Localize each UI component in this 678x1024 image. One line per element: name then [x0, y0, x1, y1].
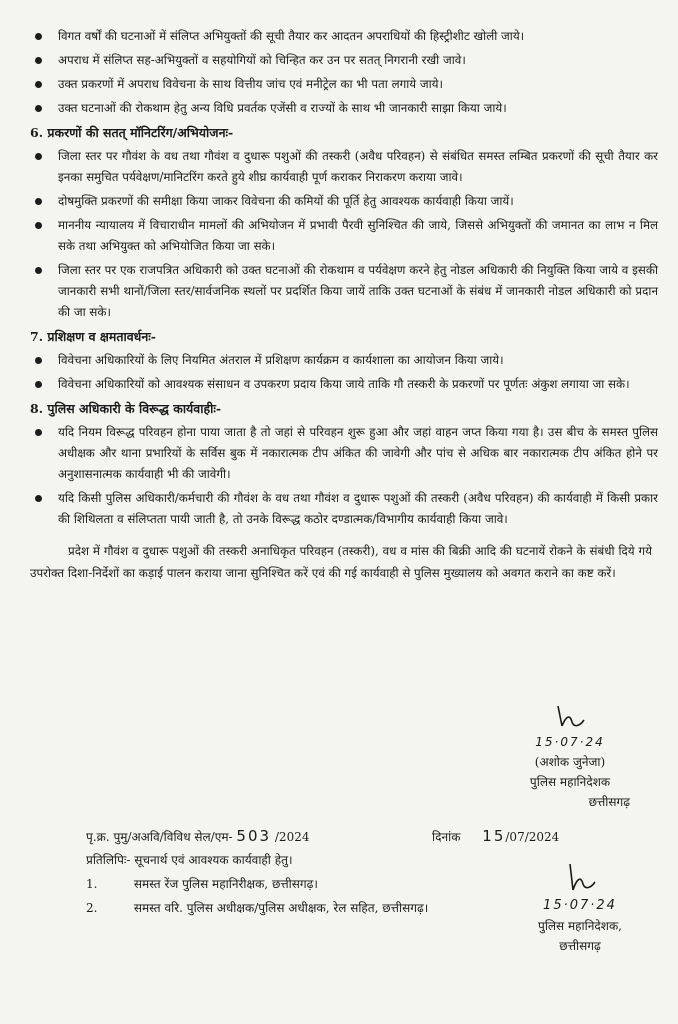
list-item: उक्त प्रकरणों में अपराध विवेचना के साथ वित्तीय जांच एवं मनीट्रेल का भी पता लगाये जाये।: [30, 74, 658, 95]
memo-ref-year: /2024: [274, 830, 310, 844]
signature-date: 15·07·24: [535, 735, 605, 749]
signature-block-primary: [500, 702, 640, 812]
list-item: यदि किसी पुलिस अधिकारी/कर्मचारी की गौवंश के वध तथा गौवंश व दुधारू पशुओं की तस्करी (अवैध परिवहन) की कार्यवाही में किसी प्रकार की शिथिलता व संलिप्तता पायी जाती है, तो उनके विरूद्ध कठोर दण्डात्मक/विभागीय कार्यवाही किया जावे।: [30, 488, 658, 530]
signature-scribble: [550, 702, 590, 732]
memo-date-day: 15: [482, 827, 506, 845]
closing-paragraph: प्रदेश में गौवंश व दुधारू पशुओं की तस्करी अनाधिकृत परिवहन (तस्करी), वध व मांस की बिक्री आदि की घटनायें रोकने के संबंधी दिये गये उपरोक्त दिशा-निर्देशों का कड़ाई पालन कराया जाना सुनिश्चित करें एवं की गई कार्यवाही से पुलिस मुख्यालय को अवगत कराने का कष्ट करें।: [30, 544, 652, 580]
section-6-heading: 6. प्रकरणों की सतत् मॉनिटरिंग/अभियोजनः-: [30, 125, 234, 140]
section-8-list: [30, 422, 658, 530]
signatory-designation: पुलिस महानिदेशक: [529, 775, 611, 789]
signature-scribble: [560, 862, 600, 896]
section-7-list: [30, 350, 658, 395]
memo-ref-number: 503: [236, 827, 272, 845]
list-item: उक्त घटनाओं की रोकथाम हेतु अन्य विधि प्रवर्तक एजेंसी व राज्यों के साथ भी जानकारी साझा किया जाये।: [30, 98, 658, 119]
list-item: जिला स्तर पर एक राजपत्रित अधिकारी को उक्त घटनाओं की रोकथाम व पर्यवेक्षण करने हेतु नोडल अधिकारी की नियुक्ति किया जाये व इसकी जानकारी सभी थानों/जिला स्तर/सार्वजनिक स्थलों पर प्रदर्शित किया जायें ताकि उक्त घटनाओं के संबंध में जानकारी नोडल अधिकारी को प्रदान की जा सके।: [30, 260, 658, 323]
signature-date: 15·07·24: [543, 898, 617, 913]
copy-recipient-number: 2.: [86, 901, 98, 915]
signatory-state: छत्तीसगढ़: [559, 939, 601, 953]
section-7-heading: 7. प्रशिक्षण व क्षमतावर्धनः-: [30, 329, 156, 344]
list-item: माननीय न्यायालय में विचाराधीन मामलों की अभियोजन में प्रभावी पैरवी सुनिश्चित की जाये, जिससे अभियुक्तों की जमानत का लाभ न मिल सके तथा अभियुक्त को अभियोजित किया जा सके।: [30, 215, 658, 257]
signatory-state: छत्तीसगढ़: [588, 795, 630, 809]
memo-date: [432, 826, 559, 847]
memo-ref-prefix: पृ.क्र. पुमु/अअवि/विविध सेल/एम-: [86, 830, 233, 844]
section-8-heading: 8. पुलिस अधिकारी के विरूद्ध कार्यवाहीः-: [30, 401, 222, 416]
document-body: [30, 26, 658, 584]
list-item: दोषमुक्ति प्रकरणों की समीक्षा किया जाकर विवेचना की कमियों की पूर्ति हेतु आवश्यक कार्यवाही किया जायें।: [30, 191, 658, 212]
copy-recipient: [86, 874, 318, 894]
list-item: जिला स्तर पर गौवंश के वध तथा गौवंश व दुधारू पशुओं की तस्करी (अवैध परिवहन) से संबंधित समस्त लम्बित प्रकरणों की सूची तैयार कर इनका समुचित पर्यवेक्षण/मानिटरिंग करते हुये शीघ्र कार्यवाही पूर्ण कराकर निराकरण कराया जावे।: [30, 146, 658, 188]
list-item: अपराध में संलिप्त सह-अभियुक्तों व सहयोगियों को चिन्हित कर उन पर सतत् निगरानी रखी जावे।: [30, 50, 658, 71]
signatory-designation: पुलिस महानिदेशक,: [538, 919, 622, 933]
memo-date-label: दिनांक: [432, 830, 461, 844]
copy-recipient-text: समस्त रेंज पुलिस महानिरीक्षक, छत्तीसगढ़।: [133, 877, 318, 891]
section-6-list: [30, 146, 658, 323]
signature-block-copy: [520, 862, 640, 956]
signatory-name: (अशोक जुनेजा): [534, 755, 606, 769]
copy-recipient-number: 1.: [86, 877, 98, 891]
list-item: विगत वर्षों की घटनाओं में संलिप्त अभियुक्तों की सूची तैयार कर आदतन अपराधियों की हिस्ट्रीशीट खोली जाये।: [30, 26, 658, 47]
list-item: विवेचना अधिकारियों को आवश्यक संसाधन व उपकरण प्रदाय किया जाये ताकि गौ तस्करी के प्रकरणों पर पूर्णतः अंकुश लगाया जा सके।: [30, 374, 658, 395]
memo-reference: [86, 826, 309, 847]
memo-date-rest: /07/2024: [505, 830, 560, 844]
list-item: विवेचना अधिकारियों के लिए नियमित अंतराल में प्रशिक्षण कार्यक्रम व कार्यशाला का आयोजन किया जाये।: [30, 350, 658, 371]
list-item: यदि नियम विरूद्ध परिवहन होना पाया जाता है तो जहां से परिवहन शुरू हुआ और जहां वाहन जप्त किया गया है। उस बीच के समस्त पुलिस अधीक्षक और थाना प्रभारियों के सर्विस बुक में नकारात्मक टीप अंकित की जावेगी और पांच से अधिक बार नकारात्मक टीप अंकित होने पर अनुशासनात्मक कार्यवाही भी की जावेगी।: [30, 422, 658, 485]
copy-label: प्रतिलिपिः- सूचनार्थ एवं आवश्यक कार्यवाही हेतु।: [86, 853, 293, 867]
copy-recipient-text: समस्त वरि. पुलिस अधीक्षक/पुलिस अधीक्षक, रेल सहित, छत्तीसगढ़।: [133, 901, 429, 915]
intro-bullet-list: [30, 26, 658, 119]
copy-recipient: [86, 898, 428, 918]
